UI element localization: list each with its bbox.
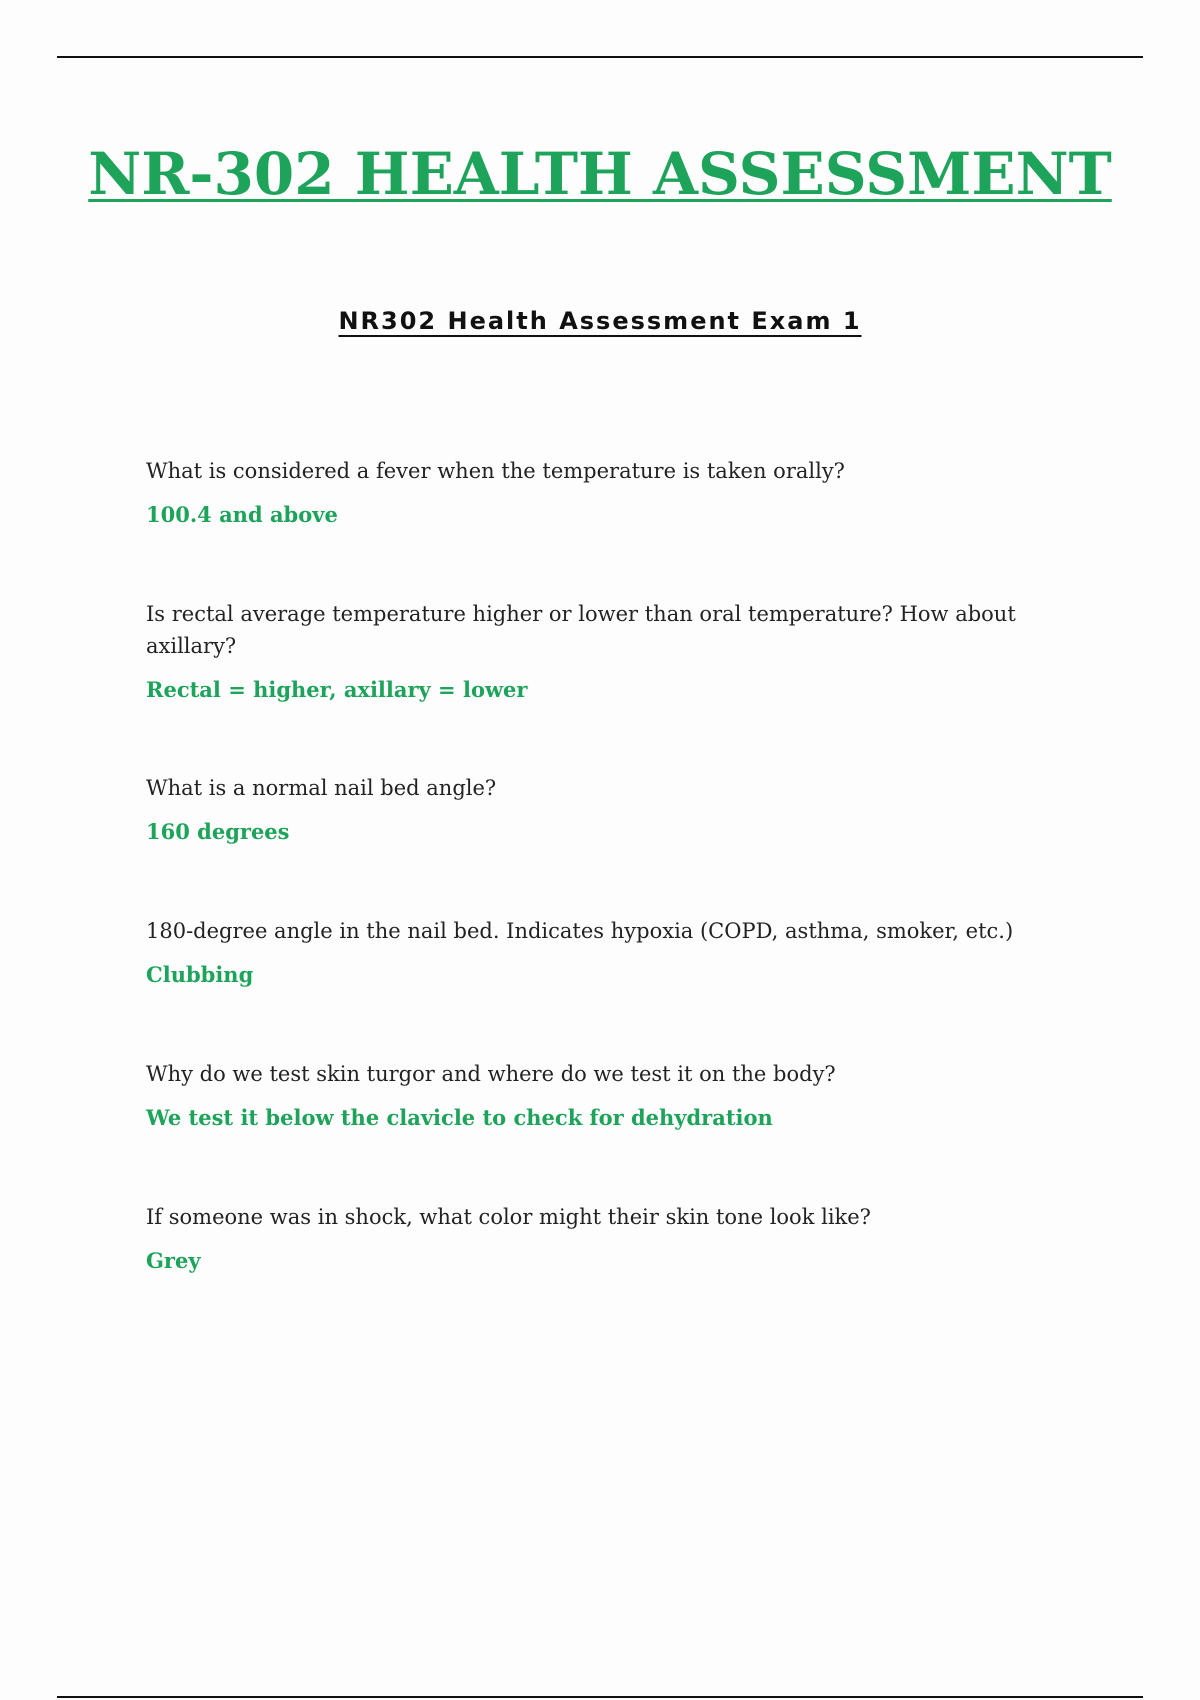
- qa-item: [146, 915, 1076, 1058]
- question-text: What is considered a fever when the temperature is taken orally?: [146, 459, 845, 483]
- answer-text: We test it below the clavicle to check for dehydration: [146, 1105, 773, 1130]
- answer-text: 160 degrees: [146, 819, 290, 844]
- document-subtitle-block: [0, 306, 1200, 335]
- qa-list: [146, 455, 1076, 1344]
- question-text: If someone was in shock, what color might their skin tone look like?: [146, 1205, 871, 1229]
- question-text: Why do we test skin turgor and where do we test it on the body?: [146, 1062, 836, 1086]
- qa-item: [146, 598, 1076, 772]
- document-subtitle: NR302 Health Assessment Exam 1: [338, 307, 862, 335]
- document-title: NR-302 HEALTH ASSESSMENT: [88, 140, 1112, 208]
- qa-item: [146, 455, 1076, 598]
- answer-text: Clubbing: [146, 962, 254, 987]
- qa-item: [146, 772, 1076, 915]
- answer-text: 100.4 and above: [146, 502, 338, 527]
- top-rule: [57, 56, 1143, 58]
- question-text: What is a normal nail bed angle?: [146, 776, 497, 800]
- answer-text: Grey: [146, 1248, 201, 1273]
- question-text: Is rectal average temperature higher or lower than oral temperature? How about axillary?: [146, 602, 1016, 658]
- answer-text: Rectal = higher, axillary = lower: [146, 677, 528, 702]
- qa-item: [146, 1058, 1076, 1201]
- question-text: 180-degree angle in the nail bed. Indicates hypoxia (COPD, asthma, smoker, etc.): [146, 919, 1014, 943]
- bottom-rule: [57, 1696, 1143, 1698]
- document-title-block: [0, 140, 1200, 208]
- qa-item: [146, 1201, 1076, 1344]
